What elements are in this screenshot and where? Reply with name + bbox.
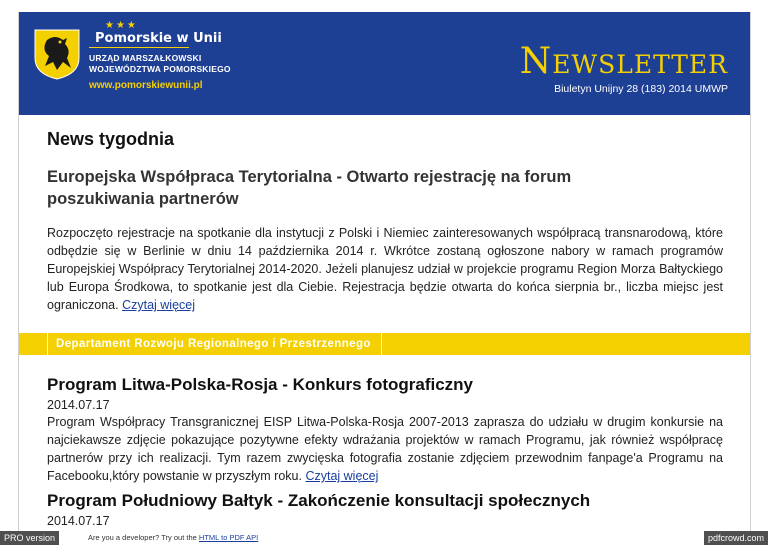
article-body-text: Program Współpracy Transgranicznej EISP Litwa-Polska-Rosja 2007-2013 zaprasza do udziału w drugim konkursie na najciekawsze zdjęcie pokazujące pozytywne efekty wdrażania projektów w ramach Programu, jak również współpracę partnerów przy ich realizacji. Tym razem zwycięska fotografia zostanie zdjęciem przewodnim fanpage'a Programu na Facebooku,który powstanie w przyszłym roku. [47,415,723,483]
newsletter-subtitle: Biuletyn Unijny 28 (183) 2014 UMWP [554,83,728,95]
article-body [47,224,723,314]
eu-stars-icon: ★★★ [105,20,138,31]
newsletter-page [18,12,751,531]
developer-note [88,533,258,542]
developer-note-text: Are you a developer? Try out the [88,533,197,542]
logo-url[interactable]: www.pomorskiewunii.pl [89,80,203,91]
pro-version-badge[interactable]: PRO version [0,531,59,545]
logo-divider [89,47,189,48]
read-more-link[interactable]: Czytaj więcej [122,298,195,312]
newsletter-title: Newsletter [519,41,728,82]
article-title: Europejska Współpraca Terytorialna - Otwarto rejestrację na forum poszukiwania partnerów [47,168,572,208]
logo-org-line1: URZĄD MARSZAŁKOWSKI [89,53,202,63]
department-bar [19,333,750,355]
logo-brand: Pomorskie w Unii [95,31,222,46]
section-title: News tygodnia [47,129,175,149]
read-more-link[interactable]: Czytaj więcej [305,469,379,483]
pdf-footer [0,531,768,545]
griffin-crest-icon [33,28,81,80]
article-body [47,413,723,485]
pomorskie-logo[interactable] [33,20,263,106]
article-title: Program Południowy Bałtyk - Zakończenie konsultacji społecznych [47,491,591,510]
article-date: 2014.07.17 [47,398,110,412]
department-tab [47,333,382,355]
department-label: Departament Rozwoju Regionalnego i Przestrzennego [56,338,371,350]
html-to-pdf-link[interactable]: HTML to PDF API [198,533,259,542]
article-title: Program Litwa-Polska-Rosja - Konkurs fotograficzny [47,375,474,394]
header-banner [19,12,750,115]
logo-org-line2: WOJEWÓDZTWA POMORSKIEGO [89,64,231,74]
article-date: 2014.07.17 [47,514,110,528]
article-body-text: Rozpoczęto rejestracje na spotkanie dla instytucji z Polski i Niemiec zainteresowanych współpracą transnarodową, które odbędzie się w Berlinie w dniu 14 października 2014 r. Wkrótce zostaną ogłoszone nabory w ramach programów Europejskiej Współpracy Terytorialnej 2014-2020. Jeżeli planujesz udział w projekcie programu Region Morza Bałtyckiego lub Europa Środkowa, to spotkanie jest dla Ciebie. Rejestracja będzie otwarta do końca sierpnia br., liczba miejsc jest ograniczona. [47,226,723,312]
pdfcrowd-badge[interactable]: pdfcrowd.com [704,531,768,545]
